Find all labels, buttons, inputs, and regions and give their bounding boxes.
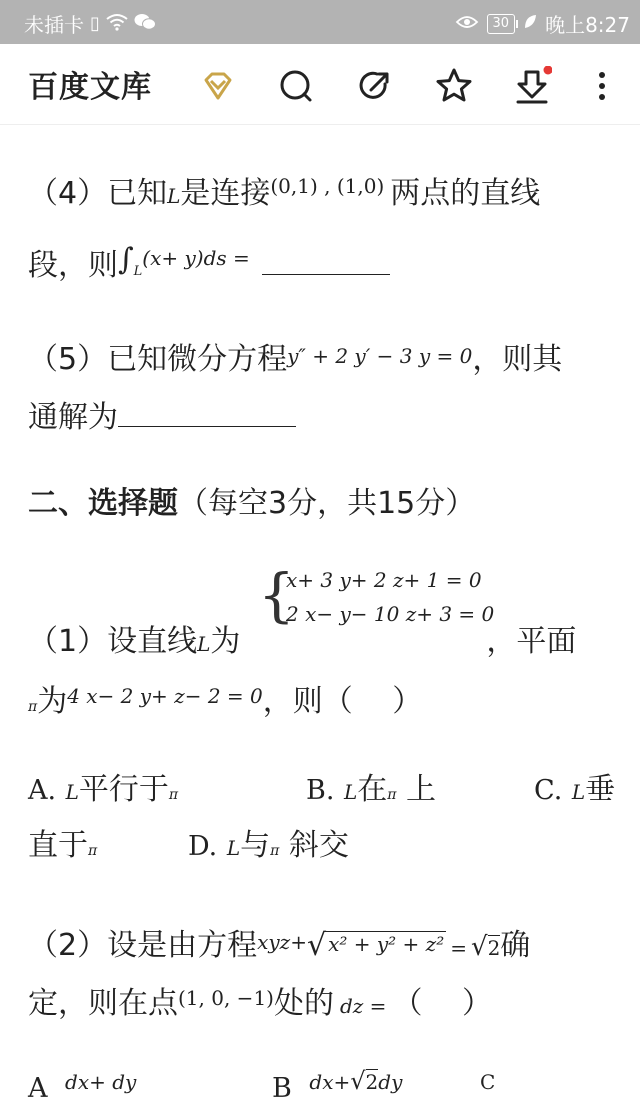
c2-option-b-label[interactable]: B bbox=[272, 1073, 292, 1104]
c2-option-b-expr1: dx+ bbox=[309, 1070, 351, 1094]
c2-text-c: 定，则在点 bbox=[28, 986, 178, 1021]
option-b bbox=[306, 764, 436, 808]
choice-1-options-line1 bbox=[28, 764, 628, 808]
choice-1-line1 bbox=[28, 616, 576, 660]
wifi-icon bbox=[106, 13, 128, 35]
c2-option-a-expr: dx+ dy bbox=[65, 1070, 137, 1094]
q4-text-c: 两点的直线 bbox=[390, 176, 541, 211]
brand-logo[interactable]: 百度文库 bbox=[28, 70, 152, 105]
c1-text-a: （1）设直线 bbox=[28, 624, 198, 659]
section-2-title: 二、选择题 bbox=[28, 486, 178, 521]
c1-text-d: 为 bbox=[37, 684, 68, 719]
vip-diamond-icon[interactable] bbox=[198, 66, 238, 106]
c2-text-b: 确 bbox=[500, 928, 531, 963]
option-c bbox=[534, 764, 615, 808]
choice-2-line2 bbox=[28, 978, 492, 1022]
choice-1-line2 bbox=[28, 676, 422, 720]
q4-var-L: L bbox=[167, 184, 181, 208]
c1-system-eq2: 2 x− y− 10 z+ 3 = 0 bbox=[286, 602, 495, 626]
c2-text-d: 处的 bbox=[273, 986, 334, 1021]
option-b-text: 在 bbox=[357, 772, 388, 807]
c2-option-b-expr2: dy bbox=[378, 1070, 403, 1094]
c1-text-b: 为 bbox=[210, 624, 241, 659]
c2-option-a-label[interactable]: A bbox=[28, 1073, 48, 1104]
c1-brace: { bbox=[258, 561, 295, 629]
section-2-note: （每空3分，共15分） bbox=[178, 486, 476, 521]
c2-text-e: （ ） bbox=[392, 986, 492, 1021]
c2-text-a: （2）设是由方程 bbox=[28, 928, 258, 963]
q4-text-a: （4）已知 bbox=[28, 176, 168, 211]
c1-var-L: L bbox=[197, 632, 211, 656]
c1-text-e: ，则（ ） bbox=[262, 684, 423, 719]
c1-plane-eq: 4 x− 2 y+ z− 2 = 0 bbox=[67, 684, 263, 708]
q4-points: (0,1) , (1,0) bbox=[270, 174, 385, 198]
option-a-var-pi: π bbox=[168, 787, 179, 803]
option-a-var-L: L bbox=[65, 780, 79, 804]
sim-icon: ▯ bbox=[90, 12, 100, 34]
q4-text-b: 是连接 bbox=[180, 176, 271, 211]
c1-text-c: ，平面 bbox=[486, 624, 577, 659]
option-c-var-L: L bbox=[571, 780, 586, 804]
choice-2-line1 bbox=[28, 920, 530, 964]
question-5-line1 bbox=[28, 334, 562, 378]
option-c-var-pi: π bbox=[88, 843, 98, 859]
option-d bbox=[188, 820, 349, 864]
status-bar bbox=[0, 0, 640, 44]
wechat-icon bbox=[134, 13, 156, 35]
q4-integrand: (x+ y)ds = bbox=[142, 246, 250, 270]
status-right bbox=[455, 9, 630, 38]
c2-radicand: x² + y² + z² bbox=[328, 932, 445, 956]
c2-option-c-label[interactable]: C bbox=[480, 1070, 496, 1094]
q4-answer-blank[interactable] bbox=[262, 274, 390, 275]
leaf-icon bbox=[523, 14, 537, 34]
option-c-text: 垂 bbox=[585, 772, 616, 807]
option-c-text2: 直于 bbox=[28, 828, 88, 863]
c2-eq-part1: xyz+ bbox=[257, 930, 307, 954]
eye-comfort-icon bbox=[455, 14, 479, 34]
carrier-text: 未插卡 bbox=[24, 13, 84, 37]
option-d-text2: 斜交 bbox=[288, 828, 349, 863]
c2-option-b-sqrt-radicand: 2 bbox=[365, 1070, 379, 1094]
q4-integral-subscript: L bbox=[133, 264, 143, 279]
q5-text-a: （5）已知微分方程 bbox=[28, 342, 288, 377]
download-icon[interactable] bbox=[512, 66, 552, 106]
q5-text-c: 通解为 bbox=[28, 400, 118, 435]
q4-text-d: 段，则 bbox=[28, 248, 118, 283]
option-d-var-pi: π bbox=[270, 843, 280, 859]
star-icon[interactable] bbox=[434, 66, 474, 106]
c2-dz: dz = bbox=[339, 994, 387, 1018]
option-b-label[interactable]: B. bbox=[306, 775, 335, 806]
q5-equation: y″ + 2 y′ − 3 y = 0 bbox=[287, 344, 473, 368]
option-b-text2: 上 bbox=[406, 772, 437, 807]
download-badge bbox=[544, 66, 553, 75]
question-4-line1 bbox=[28, 168, 540, 212]
choice-1-options-line2 bbox=[28, 820, 628, 864]
question-5-line2 bbox=[28, 392, 296, 436]
c2-point: (1, 0, −1) bbox=[178, 986, 274, 1010]
c1-var-pi: π bbox=[28, 699, 38, 715]
app-toolbar bbox=[0, 44, 640, 125]
option-d-label[interactable]: D. bbox=[188, 831, 218, 862]
section-2-heading bbox=[28, 478, 475, 522]
document-page bbox=[0, 124, 640, 1116]
battery-indicator: 30 bbox=[487, 14, 516, 34]
option-b-var-L: L bbox=[343, 780, 358, 804]
q5-answer-blank[interactable] bbox=[118, 426, 296, 427]
search-icon[interactable] bbox=[276, 66, 316, 106]
option-d-text: 与 bbox=[240, 828, 271, 863]
option-a-text: 平行于 bbox=[78, 772, 169, 807]
c2-option-b bbox=[272, 1067, 403, 1105]
option-b-var-pi: π bbox=[387, 787, 397, 803]
c1-system-eq1: x+ 3 y+ 2 z+ 1 = 0 bbox=[286, 568, 482, 592]
c2-sqrt-sign: √ bbox=[306, 928, 327, 963]
q4-integral-sign: ∫ bbox=[118, 242, 134, 277]
option-c-label[interactable]: C. bbox=[534, 775, 563, 806]
share-icon[interactable] bbox=[355, 66, 395, 106]
c2-equals: = bbox=[450, 936, 467, 960]
status-left bbox=[24, 9, 156, 38]
status-time: 晚上8:27 bbox=[545, 13, 630, 37]
question-4-line2 bbox=[28, 240, 390, 284]
c2-sqrt2-sign: √ bbox=[470, 932, 488, 962]
c2-option-b-sqrt-sign: √ bbox=[350, 1067, 366, 1095]
choice-2-options bbox=[28, 1067, 628, 1105]
option-d-var-L: L bbox=[226, 836, 241, 860]
q5-text-b: ，则其 bbox=[472, 342, 563, 377]
option-a-label[interactable]: A. bbox=[28, 775, 57, 806]
c2-sqrt2-radicand: 2 bbox=[487, 936, 501, 960]
more-icon[interactable] bbox=[592, 66, 612, 106]
